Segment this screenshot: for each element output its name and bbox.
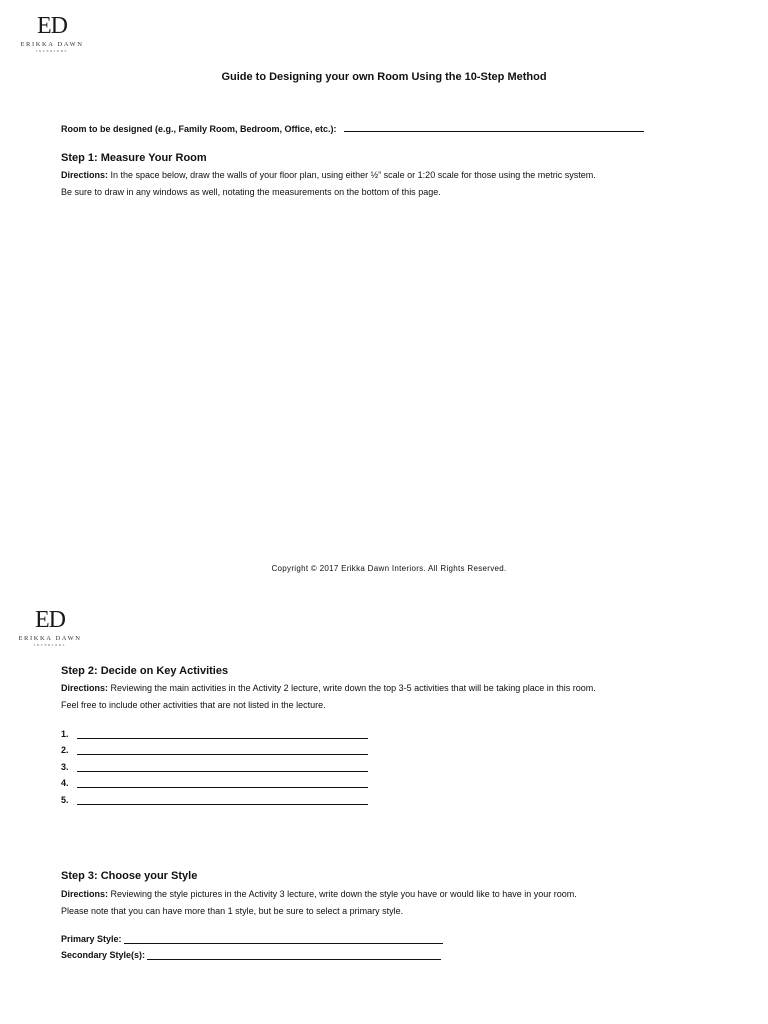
step2-heading: Step 2: Decide on Key Activities: [61, 665, 229, 677]
logo-mark: ED: [37, 13, 67, 39]
step1-directions-line1: In the space below, draw the walls of your floor plan, using either ½” scale or 1:20 scale for those using the metric system.: [108, 170, 596, 180]
primary-style-blank[interactable]: [124, 935, 443, 944]
list-item: [61, 739, 368, 756]
list-item-number: 4.: [61, 778, 69, 788]
secondary-style-label: Secondary Style(s):: [61, 950, 146, 960]
page-title: Guide to Designing your own Room Using the 10-Step Method: [221, 71, 547, 83]
list-item-blank[interactable]: [77, 746, 368, 755]
step3-directions-line1: Reviewing the style pictures in the Activity 3 lecture, write down the style you have or would like to have in your room.: [108, 889, 577, 899]
secondary-style-row: [61, 944, 443, 960]
list-item-blank[interactable]: [77, 763, 368, 772]
step2-directions-label: Directions:: [61, 683, 109, 693]
step1-directions-line2: Be sure to draw in any windows as well, notating the measurements on the bottom of this page.: [61, 187, 441, 197]
primary-style-row: [61, 928, 443, 944]
step2-directions: [61, 680, 596, 714]
step3-directions-label: Directions:: [61, 889, 109, 899]
logo-mark: ED: [35, 607, 65, 633]
logo-brand: ERIKKA DAWN: [20, 41, 84, 48]
logo-subtitle: INTERIORS: [36, 49, 68, 53]
company-logo: [5, 608, 95, 647]
step3-heading: Step 3: Choose your Style: [61, 870, 198, 882]
copyright: Copyright © 2017 Erikka Dawn Interiors. All Rights Reserved.: [271, 564, 507, 573]
company-logo: [7, 14, 97, 53]
room-field-label: Room to be designed (e.g., Family Room, Bedroom, Office, etc.):: [61, 124, 337, 134]
list-item: [61, 772, 368, 789]
step3-directions-line2: Please note that you can have more than 1 style, but be sure to select a primary style.: [61, 906, 404, 916]
room-field-blank[interactable]: [344, 123, 644, 132]
list-item: [61, 722, 368, 739]
list-item-number: 5.: [61, 794, 69, 805]
logo-subtitle: INTERIORS: [34, 643, 66, 647]
logo-brand: ERIKKA DAWN: [18, 635, 82, 642]
step1-heading: Step 1: Measure Your Room: [61, 152, 207, 164]
style-fields: [61, 928, 443, 960]
list-item-blank[interactable]: [77, 779, 368, 788]
list-item-blank[interactable]: [77, 730, 368, 739]
list-item-number: 1.: [61, 728, 69, 739]
step3-directions: [61, 886, 577, 920]
list-item: [61, 755, 368, 772]
primary-style-label: Primary Style:: [61, 934, 122, 944]
step1-directions-label: Directions:: [61, 170, 109, 180]
step1-directions: [61, 167, 596, 201]
step2-directions-line2: Feel free to include other activities that are not listed in the lecture.: [61, 700, 326, 710]
list-item-blank[interactable]: [77, 796, 368, 805]
activities-list: [61, 722, 368, 805]
floor-plan-drawing-area[interactable]: [61, 210, 701, 550]
room-field: [61, 119, 644, 137]
list-item-number: 2.: [61, 745, 69, 755]
secondary-style-blank[interactable]: [147, 951, 441, 960]
list-item-number: 3.: [61, 761, 69, 772]
step2-directions-line1: Reviewing the main activities in the Activity 2 lecture, write down the top 3-5 activities that will be taking place in this room.: [108, 683, 596, 693]
list-item: [61, 788, 368, 805]
